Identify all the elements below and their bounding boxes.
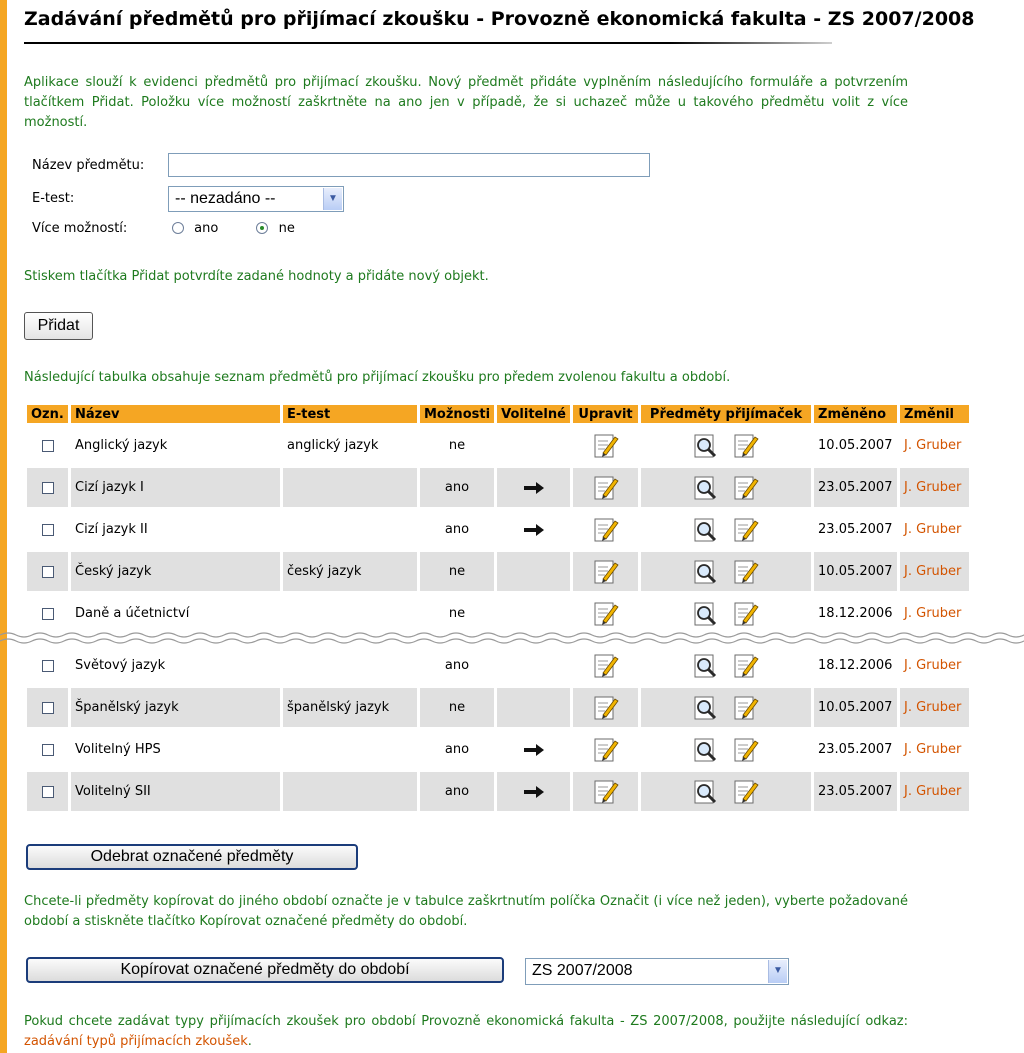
subject-etest: [283, 646, 417, 685]
period-selected-value: ZS 2007/2008: [532, 962, 633, 979]
chevron-down-icon: ▼: [768, 960, 787, 983]
changed-by-link[interactable]: J. Gruber: [904, 658, 962, 673]
exam-subjects-cell: [641, 426, 811, 465]
row-checkbox[interactable]: [42, 524, 54, 536]
arrow-right-icon[interactable]: [523, 524, 545, 536]
changed-date: 10.05.2007: [814, 688, 897, 727]
changed-by-link[interactable]: J. Gruber: [904, 438, 962, 453]
remove-selected-button[interactable]: Odebrat označené předměty: [26, 844, 358, 870]
row-checkbox[interactable]: [42, 744, 54, 756]
subject-options: ano: [420, 468, 494, 507]
footer-text-body: Pokud chcete zadávat typy přijímacích zkoušek pro období Provozně ekonomická fakulta - ZS 2007/2008, použijte následující odkaz:: [24, 1014, 908, 1029]
etest-selected-value: -- nezadáno --: [175, 190, 276, 207]
edit-icon[interactable]: [593, 694, 619, 722]
magnifier-icon[interactable]: [693, 652, 719, 680]
row-checkbox[interactable]: [42, 702, 54, 714]
exam-subjects-cell: [641, 646, 811, 685]
subject-options: ne: [448, 438, 466, 453]
name-input[interactable]: [168, 153, 650, 177]
changed-date: 10.05.2007: [814, 552, 897, 591]
magnifier-icon[interactable]: [693, 432, 719, 460]
col-options: Možnosti: [420, 405, 494, 423]
period-select[interactable]: [525, 958, 789, 985]
optional-cell: [497, 510, 570, 549]
optional-cell: [497, 594, 570, 633]
edit-icon[interactable]: [733, 474, 759, 502]
subject-etest: španělský jazyk: [283, 688, 417, 727]
col-name: Název: [71, 405, 280, 423]
subject-name: Český jazyk: [71, 552, 280, 591]
changed-by-link[interactable]: J. Gruber: [900, 772, 969, 811]
changed-by-link[interactable]: J. Gruber: [904, 522, 962, 537]
subject-options: ano: [444, 742, 470, 757]
name-label: Název předmětu:: [32, 158, 145, 173]
copy-hint-text: Chcete-li předměty kopírovat do jiného období označte je v tabulce zaškrtnutím políčka Označit (i více než jeden), vyberte požadované období a stiskněte tlačítko Kopírovat označené předměty do období.: [24, 894, 908, 929]
magnifier-icon[interactable]: [693, 516, 719, 544]
add-hint-text: Stiskem tlačítka Přidat potvrdíte zadané hodnoty a přidáte nový objekt.: [24, 269, 489, 284]
table-row: [27, 552, 969, 591]
edit-icon[interactable]: [733, 694, 759, 722]
col-mark: Ozn.: [27, 405, 68, 423]
subject-name: Světový jazyk: [75, 658, 166, 673]
changed-by-link[interactable]: J. Gruber: [900, 688, 969, 727]
row-checkbox[interactable]: [42, 482, 54, 494]
magnifier-icon[interactable]: [693, 474, 719, 502]
row-checkbox-cell: [27, 730, 68, 769]
footer-text-end: .: [247, 1034, 252, 1049]
changed-date: 23.05.2007: [814, 468, 897, 507]
table-row: [27, 510, 969, 549]
table-row: [27, 730, 969, 769]
optional-cell: [497, 426, 570, 465]
edit-icon[interactable]: [593, 516, 619, 544]
subject-options: ano: [420, 772, 494, 811]
col-etest: E-test: [283, 405, 417, 423]
exam-subjects-cell: [641, 468, 811, 507]
changed-by-link[interactable]: J. Gruber: [900, 552, 969, 591]
table-row: [27, 594, 969, 633]
table-caption: Následující tabulka obsahuje seznam předmětů pro přijímací zkoušku pro předem zvolenou fakultu a období.: [24, 370, 731, 385]
subjects-table-continued: [24, 643, 972, 814]
edit-cell: [573, 594, 638, 633]
title-divider: [24, 42, 832, 44]
optional-cell: [497, 730, 570, 769]
edit-cell: [573, 730, 638, 769]
subject-etest: [283, 730, 417, 769]
changed-date: 23.05.2007: [814, 772, 897, 811]
row-checkbox[interactable]: [42, 608, 54, 620]
changed-by-link[interactable]: J. Gruber: [904, 606, 962, 621]
magnifier-icon[interactable]: [693, 778, 719, 806]
radio-yes-label: ano: [194, 221, 219, 236]
table-row: [27, 646, 969, 685]
col-changed-by: Změnil: [900, 405, 969, 423]
edit-cell: [573, 688, 638, 727]
edit-cell: [573, 772, 638, 811]
exam-subjects-cell: [641, 510, 811, 549]
row-checkbox-cell: [27, 426, 68, 465]
arrow-right-icon[interactable]: [523, 786, 545, 798]
col-edit: Upravit: [573, 405, 638, 423]
edit-icon[interactable]: [593, 652, 619, 680]
optional-cell: [497, 688, 570, 727]
magnifier-icon[interactable]: [693, 736, 719, 764]
row-checkbox-cell: [27, 646, 68, 685]
subject-etest: český jazyk: [283, 552, 417, 591]
edit-icon[interactable]: [593, 474, 619, 502]
changed-date: 18.12.2006: [818, 658, 893, 673]
subject-options: ne: [420, 688, 494, 727]
exam-subjects-cell: [641, 552, 811, 591]
table-row: [27, 772, 969, 811]
row-checkbox[interactable]: [42, 786, 54, 798]
changed-date: 23.05.2007: [818, 522, 893, 537]
edit-icon[interactable]: [733, 558, 759, 586]
multi-label: Více možností:: [32, 221, 128, 236]
edit-icon[interactable]: [593, 778, 619, 806]
row-checkbox[interactable]: [42, 660, 54, 672]
arrow-right-icon[interactable]: [523, 744, 545, 756]
changed-by-link[interactable]: J. Gruber: [900, 468, 969, 507]
etest-label: E-test:: [32, 191, 75, 206]
row-checkbox-cell: [27, 510, 68, 549]
subject-name: Cizí jazyk I: [71, 468, 280, 507]
subject-options: ano: [444, 658, 470, 673]
left-accent-bar: [0, 0, 7, 1053]
table-header-row: [27, 405, 969, 423]
radio-yes[interactable]: [172, 222, 184, 234]
exam-types-link[interactable]: zadávání typů přijímacích zkoušek: [24, 1034, 248, 1049]
subject-etest: [283, 468, 417, 507]
row-checkbox-cell: [27, 688, 68, 727]
changed-date: 18.12.2006: [818, 606, 893, 621]
exam-subjects-cell: [641, 772, 811, 811]
edit-icon[interactable]: [593, 736, 619, 764]
magnifier-icon[interactable]: [693, 600, 719, 628]
edit-icon[interactable]: [593, 432, 619, 460]
row-checkbox[interactable]: [42, 440, 54, 452]
chevron-down-icon: ▼: [323, 188, 342, 210]
changed-by-link[interactable]: J. Gruber: [904, 742, 962, 757]
radio-no-label: ne: [278, 221, 295, 236]
subject-name: Daně a účetnictví: [75, 606, 190, 621]
edit-icon[interactable]: [593, 600, 619, 628]
optional-cell: [497, 552, 570, 591]
edit-icon[interactable]: [733, 516, 759, 544]
row-checkbox-cell: [27, 594, 68, 633]
radio-no[interactable]: [256, 222, 268, 234]
subject-etest: anglický jazyk: [287, 438, 379, 453]
subject-name: Cizí jazyk II: [75, 522, 148, 537]
subject-options: ne: [420, 552, 494, 591]
table-row: [27, 688, 969, 727]
row-checkbox-cell: [27, 552, 68, 591]
subject-etest: [283, 510, 417, 549]
edit-icon[interactable]: [593, 558, 619, 586]
changed-date: 10.05.2007: [818, 438, 893, 453]
row-checkbox-cell: [27, 468, 68, 507]
edit-icon[interactable]: [733, 652, 759, 680]
optional-cell: [497, 468, 570, 507]
edit-icon[interactable]: [733, 778, 759, 806]
exam-subjects-cell: [641, 594, 811, 633]
edit-cell: [573, 646, 638, 685]
table-row: [27, 468, 969, 507]
col-changed: Změněno: [814, 405, 897, 423]
magnifier-icon[interactable]: [693, 694, 719, 722]
etest-select[interactable]: [168, 186, 344, 212]
row-checkbox[interactable]: [42, 566, 54, 578]
optional-cell: [497, 646, 570, 685]
exam-subjects-cell: [641, 688, 811, 727]
changed-date: 23.05.2007: [818, 742, 893, 757]
edit-icon[interactable]: [733, 736, 759, 764]
exam-subjects-cell: [641, 730, 811, 769]
subject-options: ano: [444, 522, 470, 537]
subject-name: Volitelný HPS: [75, 742, 161, 757]
edit-cell: [573, 426, 638, 465]
optional-cell: [497, 772, 570, 811]
subjects-table: [24, 402, 972, 636]
edit-icon[interactable]: [733, 432, 759, 460]
subject-name: Anglický jazyk: [75, 438, 168, 453]
edit-cell: [573, 510, 638, 549]
edit-icon[interactable]: [733, 600, 759, 628]
edit-cell: [573, 468, 638, 507]
add-button[interactable]: Přidat: [24, 312, 93, 340]
intro-text: Aplikace slouží k evidenci předmětů pro přijímací zkoušku. Nový předmět přidáte vyplněním následujícího formuláře a potvrzením tlačítkem Přidat. Položku více možností zaškrtněte na ano jen v případě, že si uchazeč může u takového předmětu volit z více možností.: [24, 75, 908, 130]
footer-text: [24, 1012, 908, 1052]
subject-name: Volitelný SII: [71, 772, 280, 811]
subject-etest: [283, 772, 417, 811]
torn-break: [0, 630, 1024, 648]
col-exam-subjects: Předměty přijímaček: [641, 405, 811, 423]
row-checkbox-cell: [27, 772, 68, 811]
edit-cell: [573, 552, 638, 591]
subject-name: Španělský jazyk: [71, 688, 280, 727]
page-title: Zadávání předmětů pro přijímací zkoušku - Provozně ekonomická fakulta - ZS 2007/2008: [24, 8, 975, 30]
col-optional: Volitelné: [497, 405, 570, 423]
table-row: [27, 426, 969, 465]
subject-etest: [283, 594, 417, 633]
magnifier-icon[interactable]: [693, 558, 719, 586]
subject-options: ne: [448, 606, 466, 621]
multi-radio-group: [172, 221, 295, 236]
copy-selected-button[interactable]: Kopírovat označené předměty do období: [26, 957, 504, 983]
arrow-right-icon[interactable]: [523, 482, 545, 494]
